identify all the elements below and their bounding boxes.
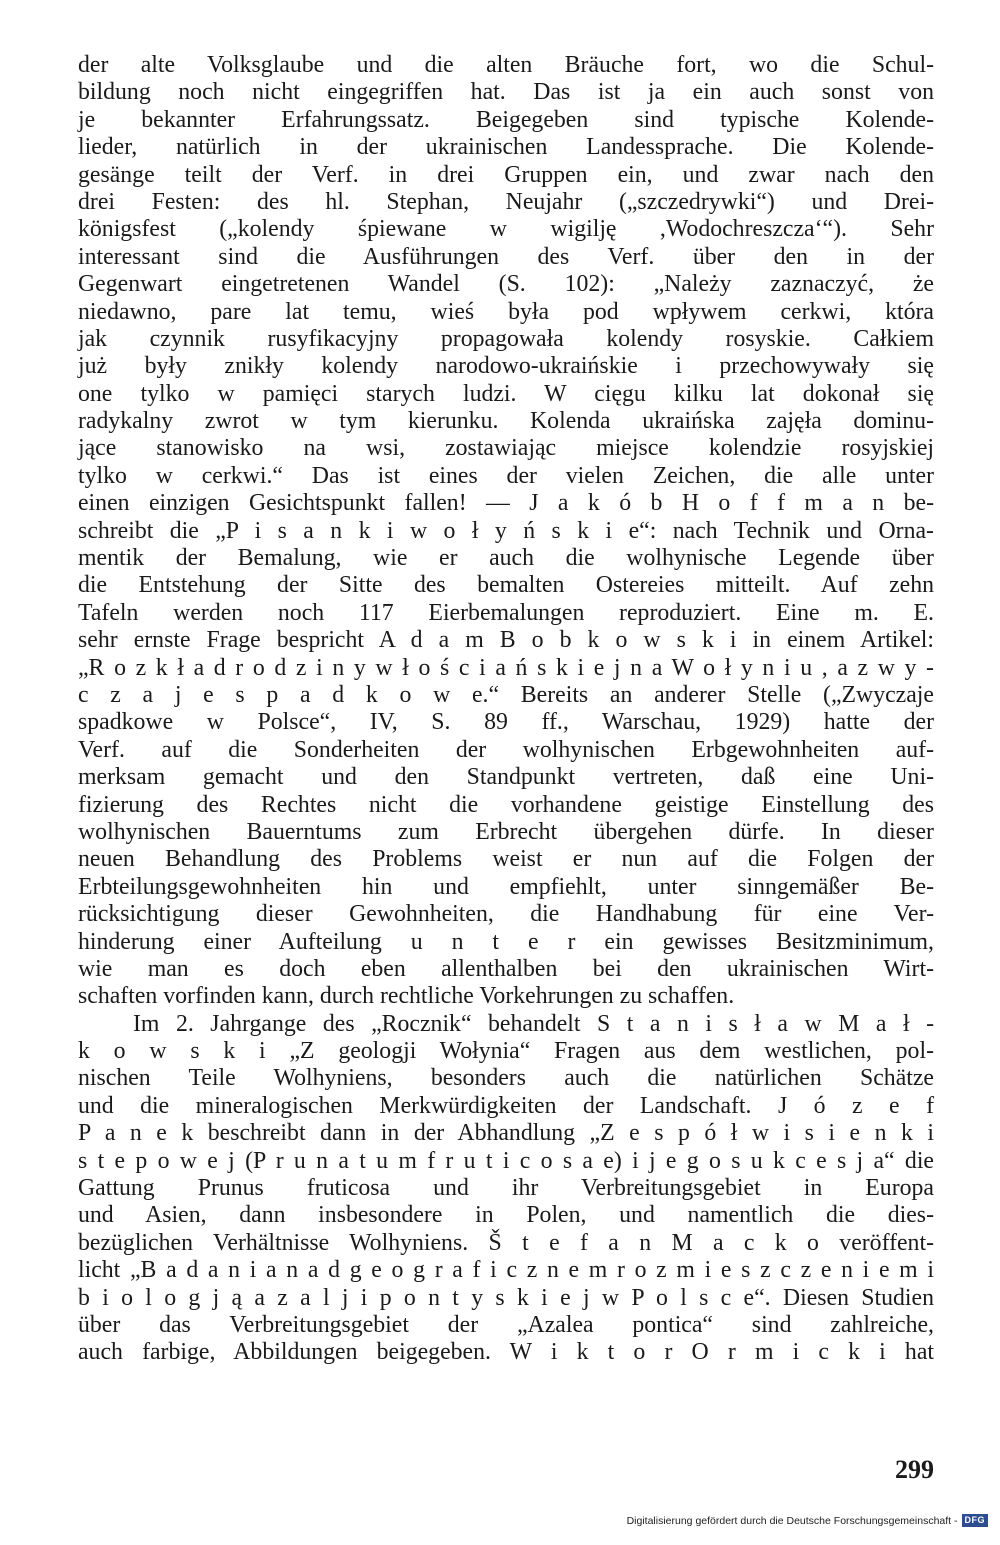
footer-text: Digitalisierung gefördert durch die Deutsche Forschungsgemeinschaft - bbox=[626, 1514, 958, 1527]
text-line: s t e p o w e j (P r u n a t u m f r u t i c o s a e) i j e g o s u k c e s j a“ die bbox=[78, 1147, 934, 1174]
text-line: interessant sind die Ausführungen des Verf. über den in der bbox=[78, 243, 934, 270]
text-line: schaften vorfinden kann, durch rechtliche Vorkehrungen zu schaffen. bbox=[78, 983, 735, 1010]
page-number: 299 bbox=[895, 1455, 934, 1484]
text-line: lieder, natürlich in der ukrainischen Landessprache. Die Kolende- bbox=[78, 134, 934, 161]
text-line: P a n e k beschreibt dann in der Abhandlung „Z e s p ó ł w i s i e n k i bbox=[78, 1120, 934, 1147]
text-line: jak czynnik rusyfikacyjny propagowała kolendy rosyskie. Całkiem bbox=[78, 325, 934, 352]
text-line: schreibt die „P i s a n k i w o ł y ń s k i e“: nach Technik und Orna- bbox=[78, 517, 934, 544]
text-line: drei Festen: des hl. Stephan, Neujahr („szczedrywki“) und Drei- bbox=[78, 188, 934, 215]
text-line: königsfest („kolendy śpiewane w wigilję ,Wodochreszcza‘“). Sehr bbox=[78, 216, 934, 243]
text-line: merksam gemacht und den Standpunkt vertreten, daß eine Uni- bbox=[78, 764, 934, 791]
footer bbox=[627, 1514, 988, 1527]
text-line: bildung noch nicht eingegriffen hat. Das ist ja ein auch sonst von bbox=[78, 79, 934, 106]
text-line: nischen Teile Wolhyniens, besonders auch die natürlichen Schätze bbox=[78, 1065, 934, 1092]
text-line: die Entstehung der Sitte des bemalten Ostereies mitteilt. Auf zehn bbox=[78, 572, 934, 599]
text-line: gesänge teilt der Verf. in drei Gruppen ein, und zwar nach den bbox=[78, 161, 934, 188]
text-line: Im 2. Jahrgange des „Rocznik“ behandelt S t a n i s ł a w M a ł - bbox=[133, 1010, 934, 1037]
text-line: der alte Volksglaube und die alten Bräuche fort, wo die Schul- bbox=[78, 52, 934, 78]
text-line: tylko w cerkwi.“ Das ist eines der vielen Zeichen, die alle unter bbox=[78, 462, 934, 489]
text-line: niedawno, pare lat temu, wieś była pod wpływem cerkwi, która bbox=[78, 298, 934, 325]
text-line: bezüglichen Verhältnisse Wolhyniens. Š t e f a n M a c k o veröffent- bbox=[78, 1229, 934, 1256]
text-line: auch farbige, Abbildungen beigegeben. W i k t o r O r m i c k i hat bbox=[78, 1339, 934, 1366]
text-line: Verf. auf die Sonderheiten der wolhynischen Erbgewohnheiten auf- bbox=[78, 736, 934, 763]
text-line: jące stanowisko na wsi, zostawiając miejsce kolendzie rosyjskiej bbox=[78, 435, 934, 462]
text-line: je bekannter Erfahrungssatz. Beigegeben sind typische Kolende- bbox=[78, 106, 934, 133]
body-text bbox=[78, 52, 934, 1367]
text-line: einen einzigen Gesichtspunkt fallen! — J a k ó b H o f f m a n be- bbox=[78, 490, 934, 517]
text-line: sehr ernste Frage bespricht A d a m B o b k o w s k i in einem Artikel: bbox=[78, 627, 934, 654]
text-line: Gegenwart eingetretenen Wandel (S. 102): „Należy zaznaczyć, że bbox=[78, 271, 934, 298]
text-line: wolhynischen Bauerntums zum Erbrecht übergehen dürfe. In dieser bbox=[78, 818, 934, 845]
text-line: licht „B a d a n i a n a d g e o g r a f i c z n e m r o z m i e s z c z e n i e m i bbox=[78, 1257, 934, 1284]
text-line: one tylko w pamięci starych ludzi. W cięgu kilku lat dokonał się bbox=[78, 380, 934, 407]
text-line: über das Verbreitungsgebiet der „Azalea pontica“ sind zahlreiche, bbox=[78, 1311, 934, 1338]
text-line: k o w s k i „Z geologji Wołynia“ Fragen aus dem westlichen, pol- bbox=[78, 1038, 934, 1065]
text-line: spadkowe w Polsce“, IV, S. 89 ff., Warschau, 1929) hatte der bbox=[78, 709, 934, 736]
text-line: und Asien, dann insbesondere in Polen, und namentlich die dies- bbox=[78, 1202, 934, 1229]
text-line: radykalny zwrot w tym kierunku. Kolenda ukraińska zajęła dominu- bbox=[78, 408, 934, 435]
text-line: c z a j e s p a d k o w e.“ Bereits an anderer Stelle („Zwyczaje bbox=[78, 681, 934, 708]
text-line: hinderung einer Aufteilung u n t e r ein gewisses Besitzminimum, bbox=[78, 928, 934, 955]
text-line: und die mineralogischen Merkwürdigkeiten der Landschaft. J ó z e f bbox=[78, 1092, 934, 1119]
text-line: neuen Behandlung des Problems weist er nun auf die Folgen der bbox=[78, 846, 934, 873]
text-line: Gattung Prunus fruticosa und ihr Verbreitungsgebiet in Europa bbox=[78, 1175, 934, 1202]
text-line: mentik der Bemalung, wie er auch die wolhynische Legende über bbox=[78, 545, 934, 572]
text-line: rücksichtigung dieser Gewohnheiten, die Handhabung für eine Ver- bbox=[78, 901, 934, 928]
text-line: fizierung des Rechtes nicht die vorhandene geistige Einstellung des bbox=[78, 791, 934, 818]
text-line: Erbteilungsgewohnheiten hin und empfiehlt, unter sinngemäßer Be- bbox=[78, 873, 934, 900]
text-line: już były znikły kolendy narodowo-ukraińskie i przechowywały się bbox=[78, 353, 934, 380]
text-line: wie man es doch eben allenthalben bei den ukrainischen Wirt- bbox=[78, 955, 934, 982]
text-line: „R o z k ł a d r o d z i n y w ł o ś c i a ń s k i e j n a W o ł y n i u , a z w y - bbox=[78, 654, 934, 681]
text-line: Tafeln werden noch 117 Eierbemalungen reproduziert. Eine m. E. bbox=[78, 599, 934, 626]
dfg-logo: DFG bbox=[962, 1514, 989, 1527]
text-line: b i o l o g j ą a z a l j i p o n t y s k i e j w P o l s c e“. Diesen Studien bbox=[78, 1284, 934, 1311]
